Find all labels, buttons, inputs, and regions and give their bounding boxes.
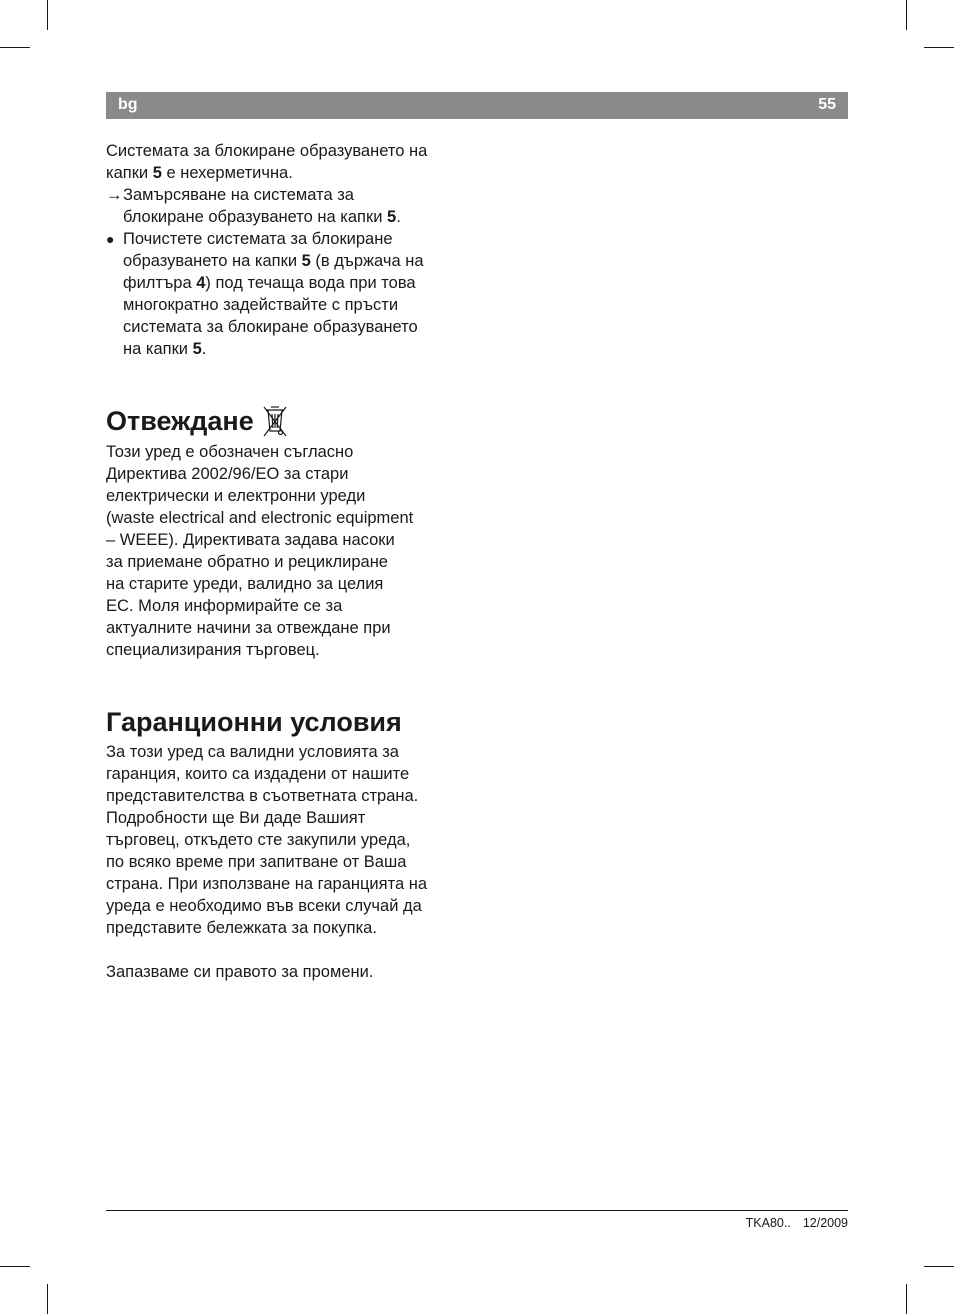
crop-mark <box>906 1284 907 1314</box>
text-line: представите бележката за покупка. <box>106 919 377 937</box>
crop-mark <box>924 1266 954 1267</box>
text-column <box>106 140 474 983</box>
remedy-text <box>123 228 474 360</box>
text-line: ЕС. Моля информирайте се за <box>106 597 343 615</box>
text-line: филтъра 4) под течаща вода при това <box>123 274 416 292</box>
footer-rule <box>106 1210 848 1211</box>
text-line: блокиране образуването на капки 5. <box>123 208 401 226</box>
text-line: за приемане обратно и рециклиране <box>106 553 388 571</box>
text-line: (waste electrical and electronic equipment <box>106 509 414 527</box>
remedy-item <box>106 228 474 360</box>
crop-mark <box>0 1266 30 1267</box>
part-number: 5 <box>152 164 162 182</box>
text-line: системата за блокиране образуването <box>123 318 418 336</box>
text-line: многократно задействайте с пръсти <box>123 296 399 314</box>
text-line: по всяко време при запитване от Ваша <box>106 853 407 871</box>
text-line: Подробности ще Ви даде Вашият <box>106 809 366 827</box>
bullet-icon: ● <box>106 231 115 247</box>
cause-text <box>123 184 474 228</box>
text-line: електрически и електронни уреди <box>106 487 366 505</box>
part-number: 5 <box>192 340 202 358</box>
page-number: 55 <box>818 96 836 113</box>
crop-mark <box>47 1284 48 1314</box>
text-line: търговец, откъдето сте закупили уреда, <box>106 831 411 849</box>
disposal-heading <box>106 404 474 438</box>
model-number: TKA80.. <box>745 1216 791 1230</box>
crop-mark <box>0 47 30 48</box>
changes-reserved-note: Запазваме си правото за промени. <box>106 963 374 981</box>
edition-date: 12/2009 <box>802 1216 848 1230</box>
text-line: на капки 5. <box>123 340 207 358</box>
part-number: 5 <box>387 208 397 226</box>
text-line: на старите уреди, валидно за целия <box>106 575 384 593</box>
text-line: Системата за блокиране образуването на <box>106 142 428 160</box>
text-line: представителства в съответната страна. <box>106 787 419 805</box>
crossed-out-wheeled-bin-icon <box>262 404 288 438</box>
text-line: актуалните начини за отвеждане при <box>106 619 391 637</box>
text-line: – WEEE). Директивата задава насоки <box>106 531 395 549</box>
page-header-bar <box>106 92 848 119</box>
text-line: Замърсяване на системата за <box>123 186 354 204</box>
crop-mark <box>924 47 954 48</box>
text-line: Директива 2002/96/ЕО за стари <box>106 465 349 483</box>
text-line: специализирания търговец. <box>106 641 320 659</box>
text-line: гаранция, които са издадени от нашите <box>106 765 410 783</box>
disposal-title: Отвеждане <box>106 406 254 436</box>
crop-mark <box>906 0 907 30</box>
text-line: страна. При използване на гаранцията на <box>106 875 428 893</box>
cause-item <box>106 184 474 228</box>
language-code: bg <box>118 96 138 113</box>
warranty-heading: Гаранционни условия <box>106 707 402 737</box>
part-number: 4 <box>196 274 206 292</box>
part-number: 5 <box>301 252 311 270</box>
crop-mark <box>47 0 48 30</box>
footer <box>746 1216 848 1230</box>
warranty-text <box>106 741 474 939</box>
disposal-text <box>106 441 474 661</box>
arrow-icon: → <box>106 186 123 204</box>
problem-text <box>106 140 474 184</box>
text-line: уреда е необходимо във всеки случай да <box>106 897 422 915</box>
text-line: образуването на капки 5 (в държача на <box>123 252 424 270</box>
text-line: капки 5 е нехерметична. <box>106 164 293 182</box>
text-line: Почистете системата за блокиране <box>123 230 393 248</box>
text-line: Този уред е обозначен съгласно <box>106 443 354 461</box>
text-line: За този уред са валидни условията за <box>106 743 399 761</box>
